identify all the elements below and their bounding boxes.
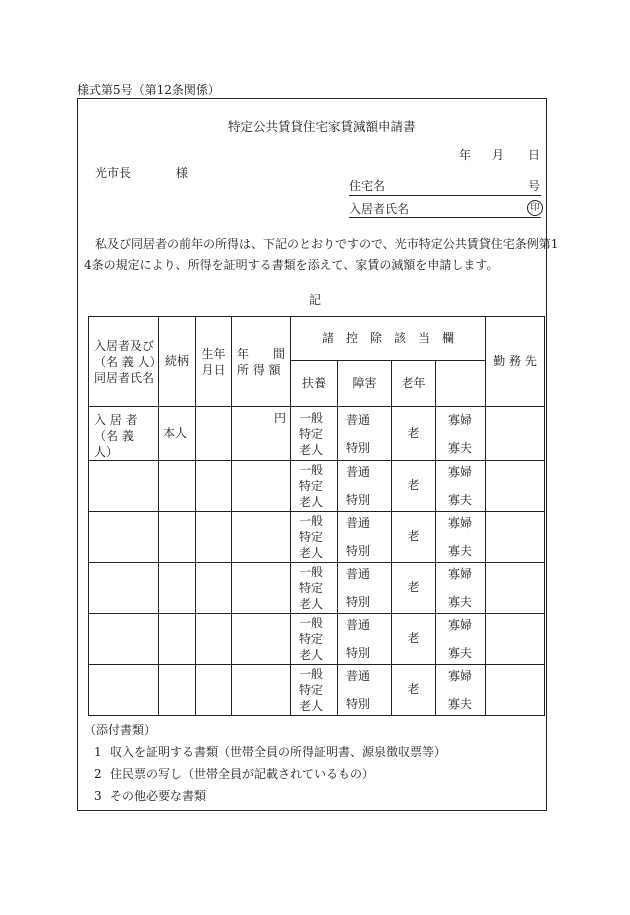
name-underline (349, 217, 541, 218)
elderly-cell: 老 (392, 512, 436, 563)
form-number: 様式第5号（第12条関係） (77, 83, 220, 97)
table-row (89, 563, 545, 614)
disability-cell: 普通 特別 (338, 512, 392, 563)
widow-cell: 寡婦 寡夫 (436, 614, 486, 665)
header-resident (89, 317, 162, 407)
resident-self-line: （名 義 人） (94, 429, 134, 459)
workplace-cell (486, 512, 545, 563)
attachments-heading: （添付書類） (84, 723, 157, 737)
date-day: 日 (528, 148, 541, 162)
disability-cell: 普通 特別 (338, 665, 392, 716)
table-row (89, 461, 545, 512)
disability-cell: 普通 特別 (338, 563, 392, 614)
header-resident-line: （名 義 人） (94, 354, 162, 369)
income-cell (232, 614, 291, 665)
header-birth (196, 317, 232, 407)
resident-cell (89, 665, 159, 716)
header-resident-line: 入居者及び (94, 338, 155, 353)
relation-cell (159, 665, 196, 716)
header-deductions: 諸 控 除 該 当 欄 (291, 317, 486, 361)
dwelling-underline (349, 195, 541, 196)
attachment-item: その他必要な書類 (110, 789, 207, 803)
workplace-cell (486, 407, 545, 461)
elderly-cell: 老 (392, 614, 436, 665)
relation-cell (159, 614, 196, 665)
body-line-2: 4条の規定により、所得を証明する書類を添えて、家賃の減額を申請します。 (84, 258, 499, 272)
attachment-num: 2 (94, 767, 102, 781)
ki-label: 記 (309, 293, 322, 307)
disability-cell: 普通 特別 (338, 407, 392, 461)
table-row (89, 665, 545, 716)
widow-cell: 寡婦 寡夫 (436, 563, 486, 614)
income-cell (232, 563, 291, 614)
elderly-cell: 老 (392, 407, 436, 461)
header-income-line: 年 間 (237, 346, 286, 361)
relation-cell (159, 461, 196, 512)
workplace-cell (486, 461, 545, 512)
dependent-cell: 一般 特定 老人 (291, 512, 338, 563)
body-line-1: 私及び同居者の前年の所得は、下記のとおりですので、光市特定公共賃貸住宅条例第1 (95, 237, 559, 251)
attachment-item: 住民票の写し（世帯全員が記載されているもの） (110, 767, 375, 781)
header-dependent: 扶養 (291, 361, 338, 407)
disability-cell: 普通 特別 (338, 461, 392, 512)
header-income-line: 所 得 額 (237, 362, 281, 377)
date-month: 月 (492, 148, 505, 162)
addressee-honorific: 様 (176, 166, 189, 180)
birth-cell (196, 614, 232, 665)
dependent-cell: 一般 特定 老人 (291, 461, 338, 512)
dependent-cell: 一般 特定 老人 (291, 407, 338, 461)
dependent-cell: 一般 特定 老人 (291, 665, 338, 716)
dependent-cell: 一般 特定 老人 (291, 614, 338, 665)
elderly-cell: 老 (392, 461, 436, 512)
birth-cell (196, 407, 232, 461)
dwelling-label: 住宅名 (349, 179, 386, 193)
birth-cell (196, 665, 232, 716)
resident-cell (89, 614, 159, 665)
resident-self-line: 入 居 者 (94, 413, 138, 427)
header-resident-line: 同居者氏名 (94, 370, 155, 385)
workplace-cell (486, 563, 545, 614)
header-widow (436, 361, 486, 407)
widow-cell: 寡婦 寡夫 (436, 461, 486, 512)
income-cell: 円 (232, 407, 291, 461)
date-year: 年 (459, 148, 472, 162)
header-disability: 障害 (338, 361, 392, 407)
table-row (89, 512, 545, 563)
resident-cell (89, 407, 159, 461)
workplace-cell (486, 665, 545, 716)
income-cell (232, 665, 291, 716)
header-birth-line: 生年 (201, 346, 226, 361)
seal-mark: 印 (527, 200, 543, 216)
widow-cell: 寡婦 寡夫 (436, 407, 486, 461)
widow-cell: 寡婦 寡夫 (436, 665, 486, 716)
dependent-cell: 一般 特定 老人 (291, 563, 338, 614)
elderly-cell: 老 (392, 563, 436, 614)
table-row (89, 614, 545, 665)
birth-cell (196, 461, 232, 512)
widow-cell: 寡婦 寡夫 (436, 512, 486, 563)
resident-cell (89, 563, 159, 614)
workplace-cell (486, 614, 545, 665)
income-cell (232, 461, 291, 512)
relation-cell (159, 512, 196, 563)
form-title: 特定公共賃貸住宅家賃減額申請書 (228, 119, 416, 134)
resident-name-label: 入居者氏名 (349, 202, 410, 216)
header-birth-line: 月日 (201, 362, 226, 377)
relation-cell: 本人 (159, 407, 196, 461)
addressee-name: 光市長 (95, 166, 132, 180)
header-income (232, 317, 291, 407)
birth-cell (196, 563, 232, 614)
birth-cell (196, 512, 232, 563)
attachment-num: 3 (94, 789, 102, 803)
attachment-num: 1 (94, 745, 102, 759)
table-row (89, 407, 545, 461)
header-relation: 続柄 (159, 317, 196, 407)
resident-cell (89, 461, 159, 512)
attachment-item: 収入を証明する書類（世帯全員の所得証明書、源泉徴収票等） (110, 745, 447, 759)
deduction-table (88, 316, 545, 716)
dwelling-suffix: 号 (528, 179, 541, 193)
header-elderly: 老年 (392, 361, 436, 407)
income-cell (232, 512, 291, 563)
header-workplace: 勤 務 先 (486, 317, 545, 407)
resident-cell (89, 512, 159, 563)
elderly-cell: 老 (392, 665, 436, 716)
disability-cell: 普通 特別 (338, 614, 392, 665)
relation-cell (159, 563, 196, 614)
